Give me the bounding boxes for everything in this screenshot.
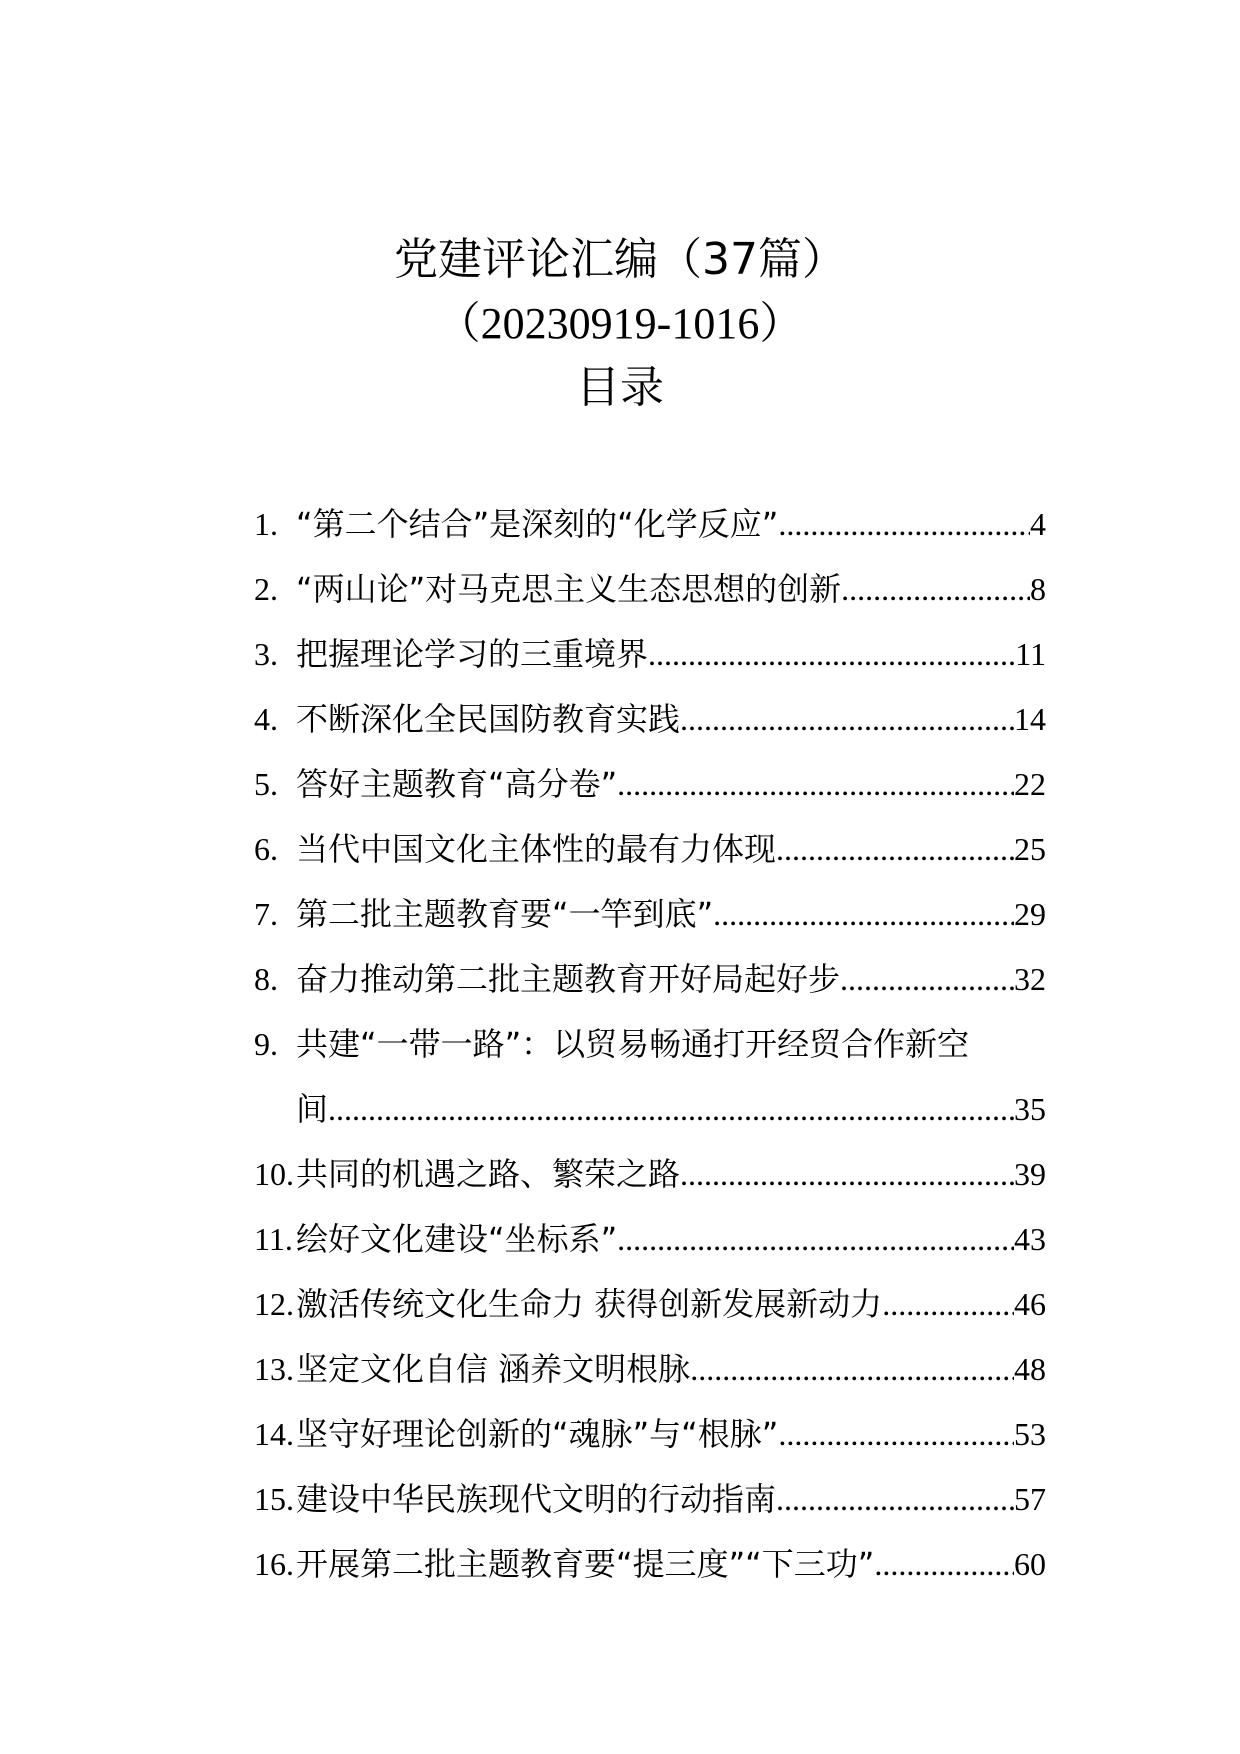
toc-entry-page: 39 xyxy=(1014,1156,1046,1192)
toc-entry-title: 把握理论学习的三重境界 xyxy=(296,635,649,673)
toc-entry-title: “两山论”对马克思主义生态思想的创新 xyxy=(296,570,842,608)
toc-entry-number: 13. xyxy=(254,1351,294,1387)
toc-entry-page: 46 xyxy=(1014,1286,1046,1322)
toc-entry-page: 4 xyxy=(1030,506,1046,542)
toc-leader-dots xyxy=(617,1207,1014,1272)
toc-entry-number: 12. xyxy=(254,1286,294,1322)
toc-entry-page: 29 xyxy=(1014,896,1046,932)
toc-entry-8[interactable] xyxy=(254,947,1046,1012)
toc-entry-12[interactable] xyxy=(254,1272,1046,1337)
toc-entry-number: 16. xyxy=(254,1546,294,1582)
document-title: 党建评论汇编（37篇） xyxy=(394,234,846,285)
toc-leader-dots xyxy=(776,817,1014,882)
toc-entry-page: 22 xyxy=(1014,766,1046,802)
document-date-range: （20230919-1016） xyxy=(436,299,804,348)
toc-leader-dots xyxy=(874,1532,1014,1597)
toc-entry-page: 8 xyxy=(1030,571,1046,607)
toc-entry-2[interactable] xyxy=(254,557,1046,622)
toc-entry-number: 15. xyxy=(254,1481,294,1517)
toc-entry-number: 1. xyxy=(254,506,278,542)
toc-entry-number: 8. xyxy=(254,961,278,997)
toc-leader-dots xyxy=(778,492,1030,557)
toc-leader-dots xyxy=(882,1272,1014,1337)
toc-entry-number: 14. xyxy=(254,1416,294,1452)
toc-entry-number: 11. xyxy=(254,1221,293,1257)
title-block xyxy=(0,228,1240,420)
toc-entry-14[interactable] xyxy=(254,1402,1046,1467)
toc-entry-title: 激活传统文化生命力 获得创新发展新动力 xyxy=(296,1285,883,1323)
toc-leader-dots xyxy=(713,882,1014,947)
toc-entry-page: 11 xyxy=(1015,636,1046,672)
toc-entry-title: 开展第二批主题教育要“提三度”“下三功” xyxy=(296,1545,875,1583)
toc-entry-page: 60 xyxy=(1014,1546,1046,1582)
toc-leader-dots xyxy=(776,1467,1014,1532)
toc-entry-6[interactable] xyxy=(254,817,1046,882)
toc-leader-dots xyxy=(778,1402,1014,1467)
toc-leader-dots xyxy=(617,752,1014,817)
toc-entry-title: 坚定文化自信 涵养文明根脉 xyxy=(296,1350,691,1388)
toc-entry-page: 35 xyxy=(1014,1091,1046,1127)
toc-entry-title-continued: 间 xyxy=(296,1090,329,1128)
toc-entry-5[interactable] xyxy=(254,752,1046,817)
toc-leader-dots xyxy=(840,947,1014,1012)
toc-entry-title: 坚守好理论创新的“魂脉”与“根脉” xyxy=(296,1415,779,1453)
toc-entry-line-continued xyxy=(254,1077,1046,1142)
toc-entry-number: 4. xyxy=(254,701,278,737)
toc-entry-title: 共同的机遇之路、繁荣之路 xyxy=(296,1155,681,1193)
toc-entry-title: 共建“一带一路”：以贸易畅通打开经贸合作新空 xyxy=(296,1025,970,1063)
toc-entry-9[interactable] xyxy=(254,1012,1046,1142)
toc-entry-11[interactable] xyxy=(254,1207,1046,1272)
toc-entry-number: 7. xyxy=(254,896,278,932)
toc-entry-16[interactable] xyxy=(254,1532,1046,1597)
toc-entry-page: 14 xyxy=(1014,701,1046,737)
toc-entry-title: 答好主题教育“高分卷” xyxy=(296,765,618,803)
toc-entry-title: 不断深化全民国防教育实践 xyxy=(296,700,681,738)
toc-entry-title: 建设中华民族现代文明的行动指南 xyxy=(296,1480,777,1518)
toc-entry-page: 57 xyxy=(1014,1481,1046,1517)
toc-entry-page: 32 xyxy=(1014,961,1046,997)
toc-leader-dots xyxy=(680,1142,1014,1207)
toc-entry-number: 2. xyxy=(254,571,278,607)
toc-entry-page: 25 xyxy=(1014,831,1046,867)
toc-leader-dots xyxy=(841,557,1030,622)
toc-entry-title: 当代中国文化主体性的最有力体现 xyxy=(296,830,777,868)
toc-entry-15[interactable] xyxy=(254,1467,1046,1532)
toc-entry-number: 5. xyxy=(254,766,278,802)
toc-entry-title: “第二个结合”是深刻的“化学反应” xyxy=(296,505,779,543)
toc-entry-page: 48 xyxy=(1014,1351,1046,1387)
toc-leader-dots xyxy=(680,687,1014,752)
toc-heading: 目录 xyxy=(576,362,664,413)
toc-entry-number: 6. xyxy=(254,831,278,867)
toc-entry-4[interactable] xyxy=(254,687,1046,752)
toc-entry-number: 10. xyxy=(254,1156,294,1192)
toc-entry-10[interactable] xyxy=(254,1142,1046,1207)
toc-entry-13[interactable] xyxy=(254,1337,1046,1402)
toc-entry-page: 43 xyxy=(1014,1221,1046,1257)
toc-entry-7[interactable] xyxy=(254,882,1046,947)
toc-entry-number: 3. xyxy=(254,636,278,672)
toc-entry-page: 53 xyxy=(1014,1416,1046,1452)
toc-entry-1[interactable] xyxy=(254,492,1046,557)
toc-leader-dots xyxy=(648,622,1015,687)
toc-entry-number: 9. xyxy=(254,1026,278,1062)
toc-entry-line xyxy=(254,1012,1046,1077)
toc-entry-title: 第二批主题教育要“一竿到底” xyxy=(296,895,714,933)
toc-entry-3[interactable] xyxy=(254,622,1046,687)
toc-leader-dots xyxy=(690,1337,1014,1402)
toc-entry-title: 绘好文化建设“坐标系” xyxy=(296,1220,618,1258)
toc-entry-title: 奋力推动第二批主题教育开好局起好步 xyxy=(296,960,841,998)
toc-leader-dots xyxy=(328,1077,1014,1142)
table-of-contents xyxy=(254,492,1046,1597)
